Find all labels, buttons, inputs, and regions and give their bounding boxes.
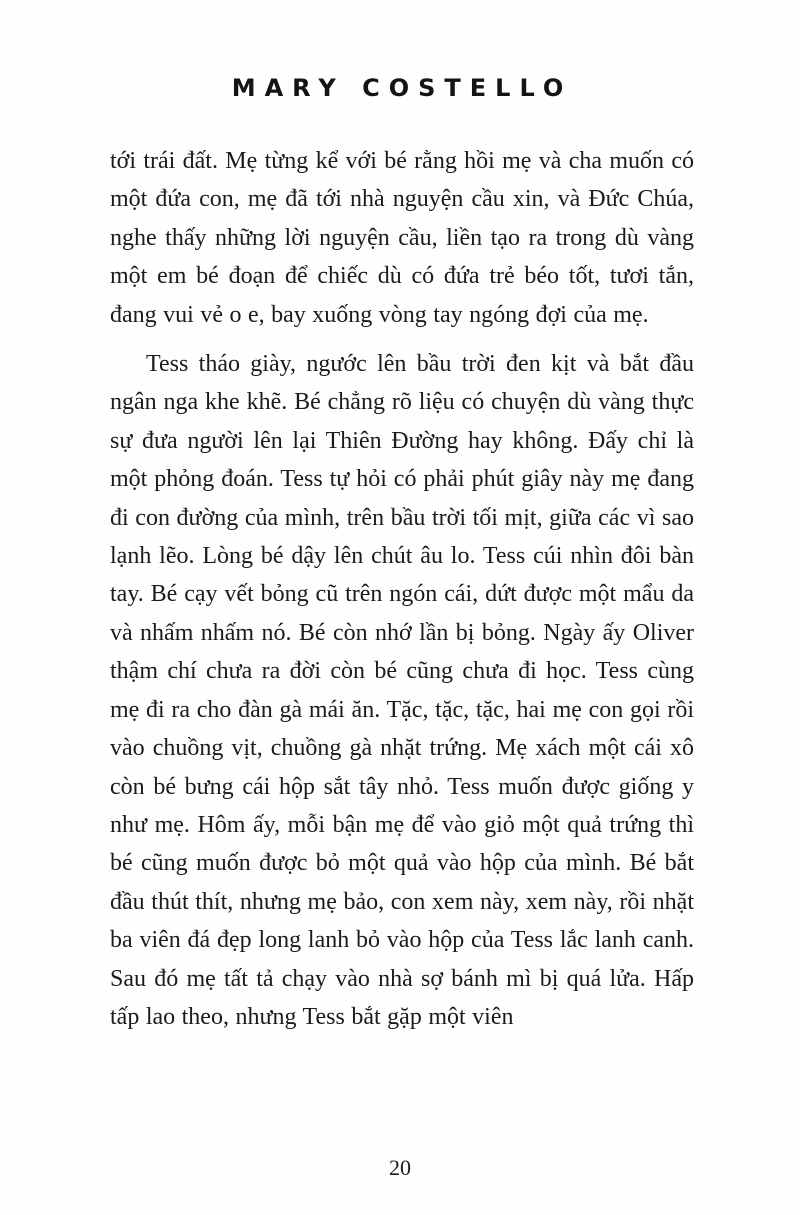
paragraph-continued: tới trái đất. Mẹ từng kể với bé rằng hồi mẹ và cha muốn có một đứa con, mẹ đã tới nhà nguyện cầu xin, và Đức Chúa, nghe thấy những lời nguyện cầu, liền tạo ra trong dù vàng một em bé đoạn để chiếc dù có đứa trẻ béo tốt, tươi tắn, đang vui vẻ o e, bay xuống vòng tay ngóng đợi của mẹ. <box>110 148 694 328</box>
page-number: 20 <box>389 1155 411 1180</box>
running-header-author: MARY COSTELLO <box>231 74 573 102</box>
body-text <box>110 142 694 1036</box>
paragraph: Tess tháo giày, ngước lên bầu trời đen kịt và bắt đầu ngân nga khe khẽ. Bé chẳng rõ liệu có chuyện dù vàng thực sự đưa người lên lại Thiên Đường hay không. Đấy chỉ là một phỏng đoán. Tess tự hỏi có phải phút giây này mẹ đang đi con đường của mình, trên bầu trời tối mịt, giữa các vì sao lạnh lẽo. Lòng bé dậy lên chút âu lo. Tess cúi nhìn đôi bàn tay. Bé cạy vết bỏng cũ trên ngón cái, dứt được một mẩu da và nhấm nhấm nó. Bé còn nhớ lần bị bỏng. Ngày ấy Oliver thậm chí chưa ra đời còn bé cũng chưa đi học. Tess cùng mẹ đi ra cho đàn gà mái ăn. Tặc, tặc, tặc, hai mẹ con gọi rồi vào chuồng vịt, chuồng gà nhặt trứng. Mẹ xách một cái xô còn bé bưng cái hộp sắt tây nhỏ. Tess muốn được giống y như mẹ. Hôm ấy, mỗi bận mẹ để vào giỏ một quả trứng thì bé cũng muốn được bỏ một quả vào hộp của mình. Bé bắt đầu thút thít, nhưng mẹ bảo, con xem này, xem này, rồi nhặt ba viên đá đẹp long lanh bỏ vào hộp của Tess lắc lanh canh. Sau đó mẹ tất tả chạy vào nhà sợ bánh mì bị quá lửa. Hấp tấp lao theo, nhưng Tess bắt gặp một viên <box>110 351 694 1030</box>
